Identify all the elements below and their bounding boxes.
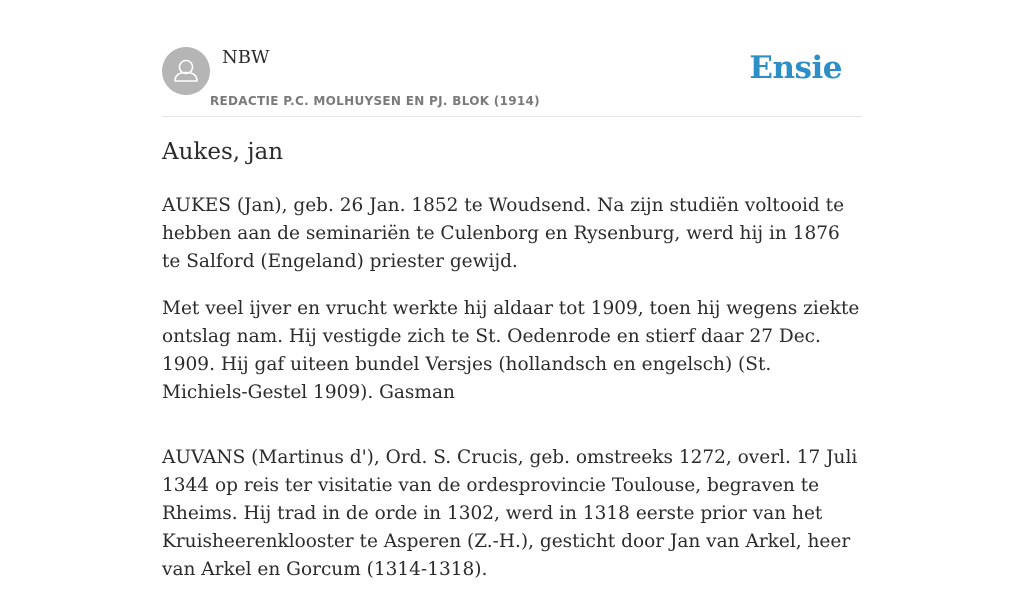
source-avatar[interactable] bbox=[162, 47, 210, 95]
article-paragraph-3: AUVANS (Martinus d'), Ord. S. Crucis, geb. omstreeks 1272, overl. 17 Juli 1344 op reis ter visitatie van de ordesprovincie Toulouse, begraven te Rheims. Hij trad in de orde in 1302, werd in 1318 eerste prior van het Kruisheerenklooster te Asperen (Z.-H.), gesticht door Jan van Arkel, heer van Arkel en Gorcum (1314-1318). bbox=[162, 447, 858, 580]
article-page bbox=[162, 0, 862, 580]
source-header bbox=[162, 0, 862, 117]
article-paragraph-2: Met veel ijver en vrucht werkte hij aldaar tot 1909, toen hij wegens ziekte ontslag nam. Hij vestigde zich te St. Oedenrode en stierf daar 27 Dec. 1909. Hij gaf uiteen bundel Versjes (hollandsch en engelsch) (St. Michiels-Gestel 1909). Gasman bbox=[162, 298, 860, 403]
article-body bbox=[162, 192, 862, 603]
source-subtitle: REDACTIE P.C. MOLHUYSEN EN PJ. BLOK (1914) bbox=[210, 94, 540, 108]
source-name-link[interactable]: NBW bbox=[222, 47, 270, 68]
ensie-logo[interactable]: Ensie bbox=[749, 50, 842, 86]
article-title: Aukes, jan bbox=[162, 139, 284, 165]
article-paragraph-1: AUKES (Jan), geb. 26 Jan. 1852 te Woudsend. Na zijn studiën voltooid te hebben aan de seminariën te Culenborg en Rysenburg, werd hij in 1876 te Salford (Engeland) priester gewijd. bbox=[162, 195, 845, 272]
user-icon bbox=[162, 47, 210, 95]
